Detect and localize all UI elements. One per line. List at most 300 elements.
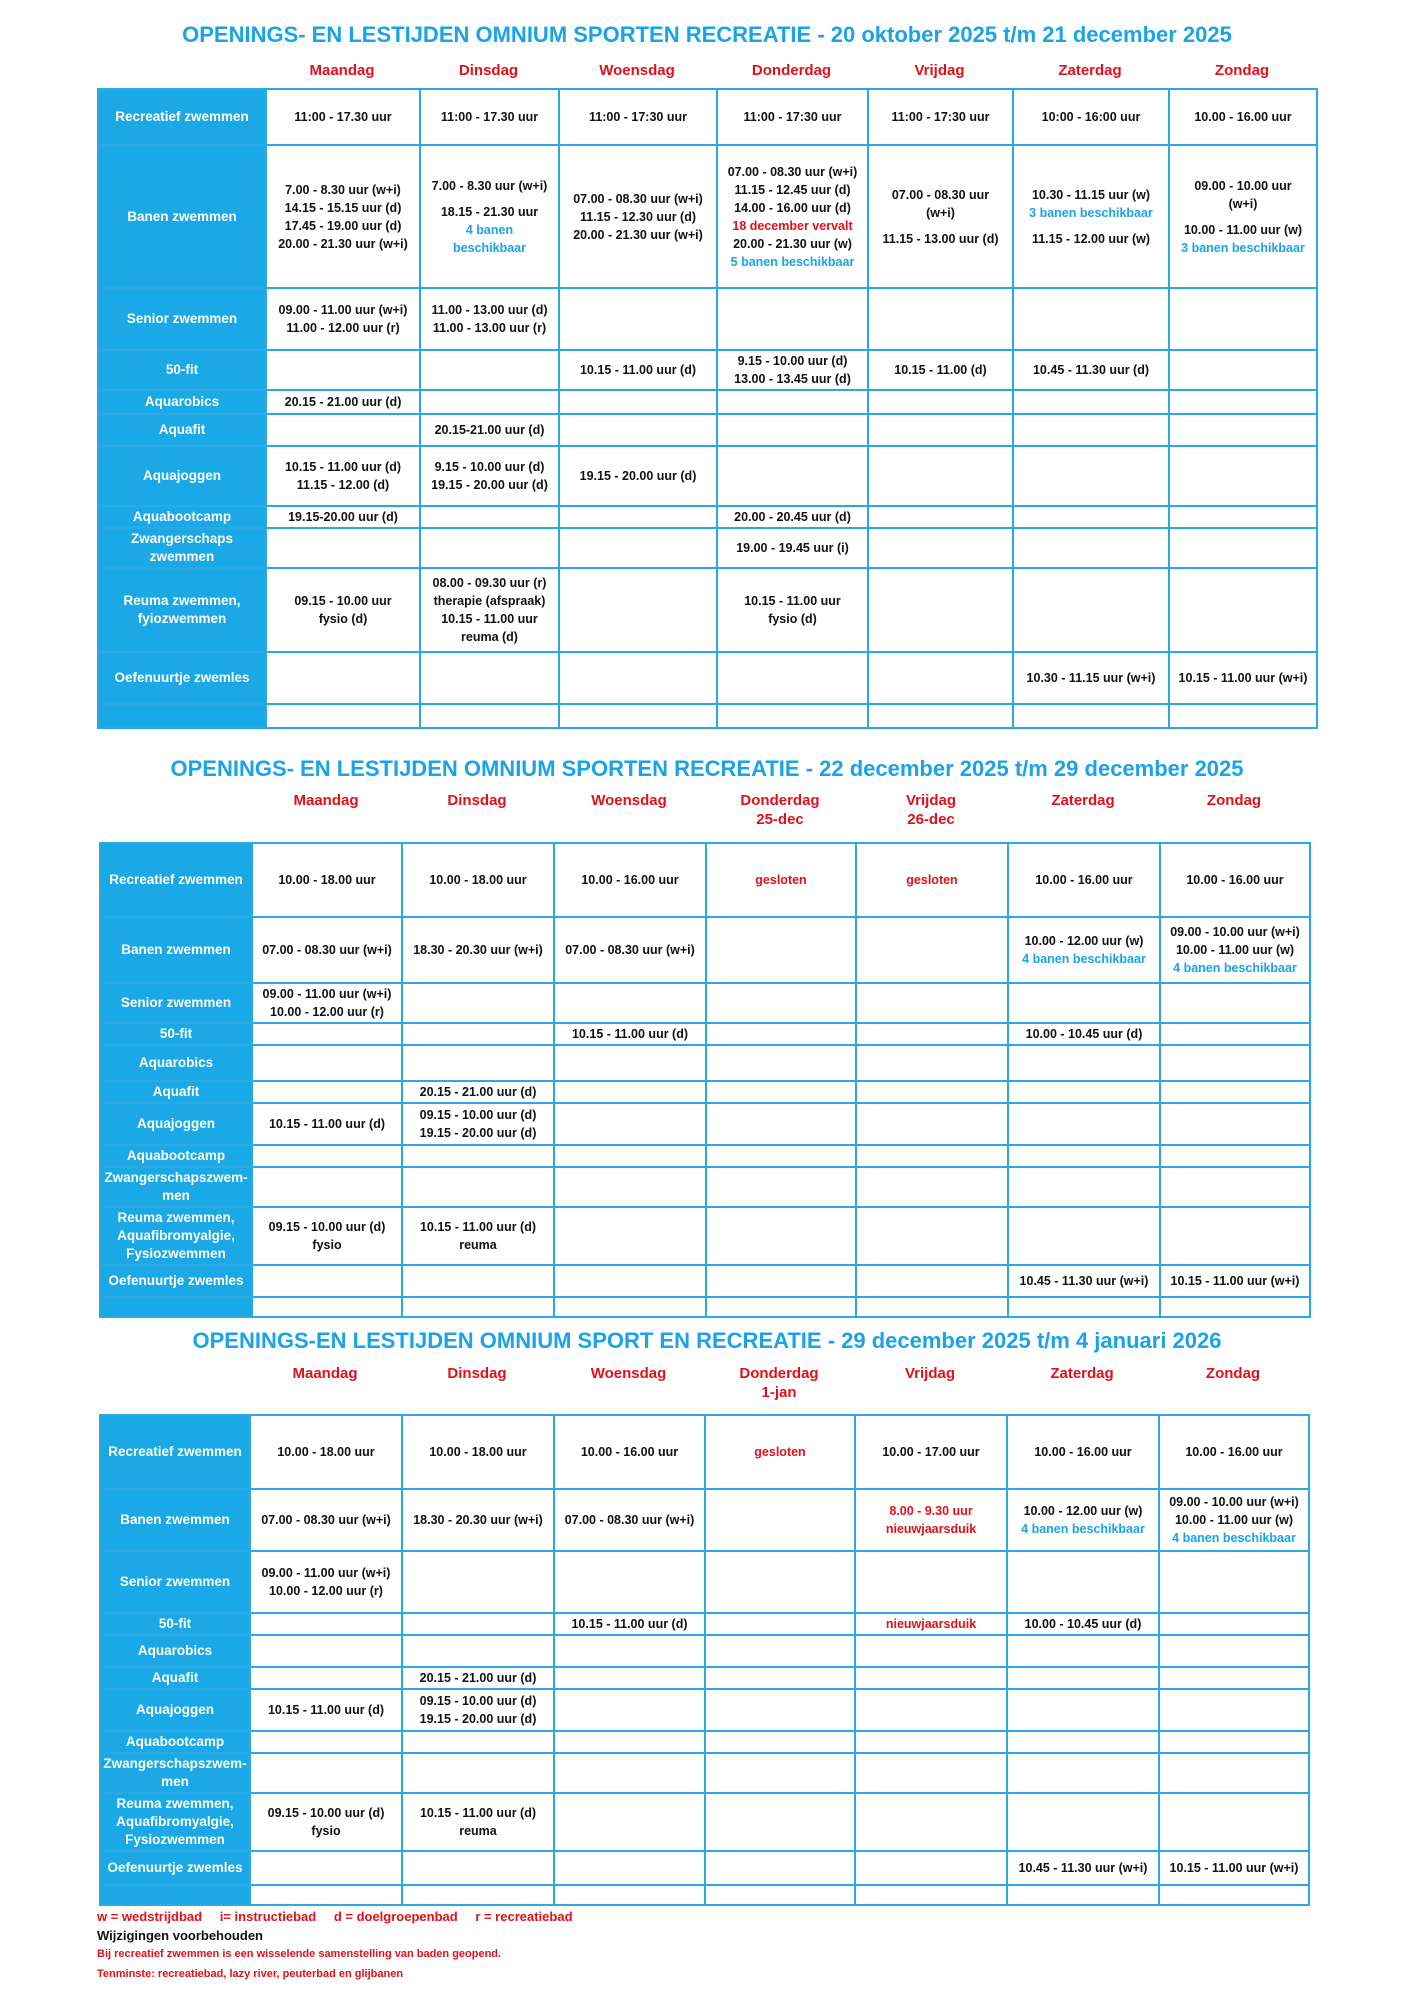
time-slot: 20.15 - 21.00 uur (d)	[419, 1085, 537, 1099]
schedule-cell	[705, 1793, 855, 1851]
time-slot: 09.00 - 11.00 uur (w+i)	[278, 303, 408, 317]
schedule-cell	[252, 1167, 402, 1207]
schedule-cell	[420, 390, 559, 414]
schedule-cell	[402, 1689, 554, 1731]
time-slot: fysio (d)	[768, 612, 817, 626]
schedule-cell	[855, 1667, 1007, 1689]
time-slot: 10:00 - 16:00 uur	[1041, 110, 1141, 124]
schedule-cell	[717, 288, 868, 350]
schedule-cell	[706, 1297, 856, 1317]
schedule-cell	[868, 390, 1013, 414]
schedule-cell	[1013, 528, 1169, 568]
schedule-cell	[855, 1489, 1007, 1551]
schedule-cell	[1159, 1851, 1309, 1885]
time-slot: 3 banen beschikbaar	[1181, 240, 1305, 255]
time-slot: 09.00 - 11.00 uur (w+i)	[262, 987, 392, 1001]
schedule-cell	[855, 1415, 1007, 1489]
schedule-cell	[1013, 568, 1169, 652]
schedule-cell	[559, 288, 717, 350]
section-title: OPENINGS- EN LESTIJDEN OMNIUM SPORTEN RECREATIE - 20 oktober 2025 t/m 21 december 2025	[182, 22, 1232, 47]
table-row	[100, 1415, 1309, 1489]
time-slot: 19.15 - 20.00 uur (d)	[579, 469, 697, 483]
table-row	[100, 1885, 1309, 1905]
schedule-cell	[856, 1265, 1008, 1297]
schedule-cell	[1160, 1103, 1310, 1145]
schedule-cell	[717, 568, 868, 652]
schedule-cell	[402, 1145, 554, 1167]
day-header: Woensdag	[599, 62, 675, 79]
schedule-cell	[717, 145, 868, 288]
schedule-cell	[1160, 1297, 1310, 1317]
schedule-cell	[1159, 1551, 1309, 1613]
time-slot: fysio (d)	[318, 612, 368, 626]
time-slot: 10.15 - 11.00 uur	[744, 594, 841, 608]
schedule-cell	[1013, 414, 1169, 446]
schedule-cell	[1007, 1613, 1159, 1635]
time-slot: 10.00 - 12.00 uur (r)	[269, 1584, 383, 1598]
time-slot: nieuwjaarsduik	[885, 1522, 977, 1536]
time-slot: 3 banen beschikbaar	[1029, 205, 1153, 220]
table-row	[100, 1297, 1310, 1317]
time-slot: 10.30 - 11.15 uur (w+i)	[1026, 671, 1156, 685]
schedule-cell	[1007, 1731, 1159, 1753]
schedule-cell	[717, 528, 868, 568]
time-slot: 07.00 - 08.30 uur (w+i)	[573, 191, 703, 206]
table-row	[100, 1167, 1310, 1207]
schedule-cell	[252, 1023, 402, 1045]
schedule-cell	[1007, 1415, 1159, 1489]
activity-label: Aquabootcamp	[100, 1145, 252, 1167]
schedule-cell	[1169, 145, 1317, 288]
schedule-cell	[717, 704, 868, 728]
schedule-cell	[1159, 1489, 1309, 1551]
schedule-cell	[706, 917, 856, 983]
schedule-cell	[252, 983, 402, 1023]
schedule-cell	[1169, 414, 1317, 446]
schedule-cell	[554, 1415, 705, 1489]
time-slot: 7.00 - 8.30 uur (w+i)	[431, 178, 548, 193]
schedule-cell	[554, 1753, 705, 1793]
schedule-cell	[559, 414, 717, 446]
time-slot	[423, 195, 556, 203]
time-slot: 20.00 - 20.45 uur (d)	[734, 510, 851, 524]
schedule-cell	[1013, 350, 1169, 390]
schedule-cell	[855, 1851, 1007, 1885]
schedule-cell	[1013, 506, 1169, 528]
schedule-cell	[1169, 446, 1317, 506]
schedule-cell	[252, 843, 402, 917]
schedule-cell	[420, 288, 559, 350]
activity-label: Aquajoggen	[100, 1689, 250, 1731]
schedule-cell	[554, 917, 706, 983]
schedule-cell	[1013, 89, 1169, 145]
activity-label: Senior zwemmen	[100, 983, 252, 1023]
schedule-cell	[420, 704, 559, 728]
table-row	[100, 917, 1310, 983]
schedule-cell	[266, 145, 420, 288]
time-slot: 10.00 - 16.00 uur	[1034, 1445, 1132, 1459]
schedule-cell	[1160, 1167, 1310, 1207]
time-slot: 10.45 - 11.30 uur (w+i)	[1018, 1861, 1148, 1875]
schedule-cell	[1159, 1667, 1309, 1689]
table-row	[100, 1689, 1309, 1731]
schedule-cell	[1008, 1265, 1160, 1297]
schedule-cell	[420, 506, 559, 528]
schedule-cell	[706, 843, 856, 917]
activity-label: Aquabootcamp	[100, 1731, 250, 1753]
time-slot: 4 banen beschikbaar	[1021, 1522, 1145, 1536]
schedule-cell	[855, 1551, 1007, 1613]
table-row	[98, 288, 1317, 350]
time-slot: 20.00 - 21.30 uur (w+i)	[278, 236, 408, 251]
schedule-cell	[554, 1045, 706, 1081]
schedule-cell	[1007, 1793, 1159, 1851]
schedule-cell	[402, 1793, 554, 1851]
time-slot: 18 december vervalt	[732, 218, 853, 233]
schedule-cell	[554, 1145, 706, 1167]
schedule-cell	[705, 1489, 855, 1551]
time-slot: gesloten	[906, 873, 958, 887]
schedule-cell	[706, 1145, 856, 1167]
schedule-cell	[250, 1415, 402, 1489]
changes-note: Wijzigingen voorbehouden	[97, 1928, 263, 1943]
schedule-cell	[266, 350, 420, 390]
table-row	[100, 1045, 1310, 1081]
schedule-cell	[554, 1793, 705, 1851]
day-date: 26-dec	[907, 811, 955, 828]
time-slot: 10.00 - 10.45 uur (d)	[1025, 1027, 1143, 1041]
schedule-cell	[559, 506, 717, 528]
activity-label: Oefenuurtje zwemles	[98, 652, 266, 704]
activity-label: Reuma zwemmen, fyiozwemmen	[98, 568, 266, 652]
schedule-cell	[1160, 1023, 1310, 1045]
activity-label: Recreatief zwemmen	[98, 89, 266, 145]
schedule-cell	[554, 1265, 706, 1297]
time-slot: 09.00 - 10.00 uur (w+i)	[1169, 1495, 1299, 1509]
schedule-cell	[420, 414, 559, 446]
time-slot: reuma	[459, 1824, 497, 1838]
time-slot: 10.15 - 11.00 uur (d)	[267, 1703, 385, 1717]
schedule-cell	[705, 1885, 855, 1905]
schedule-cell	[856, 1207, 1008, 1265]
schedule-cell	[402, 1103, 554, 1145]
schedule-cell	[559, 704, 717, 728]
time-slot: fysio	[311, 1824, 341, 1838]
schedule-cell	[402, 983, 554, 1023]
schedule-cell	[402, 1885, 554, 1905]
time-slot: 9.15 - 10.00 uur (d)	[434, 460, 545, 474]
legend-r: r = recreatiebad	[475, 1909, 573, 1924]
schedule-cell	[554, 1851, 705, 1885]
table-row	[100, 1613, 1309, 1635]
schedule-cell	[856, 1297, 1008, 1317]
time-slot: fysio	[312, 1238, 342, 1252]
table-row	[100, 1265, 1310, 1297]
schedule-cell	[705, 1753, 855, 1793]
time-slot: 10.00 - 16.00 uur	[1194, 110, 1292, 124]
schedule-cell	[402, 1551, 554, 1613]
day-header: Woensdag	[591, 792, 667, 809]
schedule-table	[97, 88, 1318, 729]
day-header: Dinsdag	[458, 62, 519, 79]
schedule-cell	[1159, 1793, 1309, 1851]
time-slot: 11.15 - 12.00 (d)	[296, 478, 390, 492]
schedule-cell	[420, 528, 559, 568]
schedule-cell	[1007, 1667, 1159, 1689]
day-header: Zaterdag	[1058, 62, 1122, 79]
schedule-cell	[855, 1885, 1007, 1905]
time-slot: 10.00 - 16.00 uur	[1035, 873, 1133, 887]
table-row	[100, 1489, 1309, 1551]
schedule-cell	[706, 1265, 856, 1297]
schedule-cell	[402, 1265, 554, 1297]
schedule-cell	[856, 983, 1008, 1023]
day-header: Vrijdag	[904, 1365, 956, 1382]
time-slot: 10.15 - 11.00 uur (w+i)	[1169, 1861, 1299, 1875]
activity-label: Aquarobics	[100, 1635, 250, 1667]
time-slot: 11:00 - 17:30 uur	[743, 110, 842, 124]
schedule-cell	[554, 1103, 706, 1145]
time-slot: 10.00 - 18.00 uur	[278, 873, 376, 887]
activity-label: 50-fit	[100, 1023, 252, 1045]
time-slot: 11.00 - 12.00 uur (r)	[286, 321, 400, 335]
activity-label: Aquajoggen	[98, 446, 266, 506]
time-slot: 10.15 - 11.00 uur	[441, 612, 538, 626]
schedule-cell	[1007, 1753, 1159, 1793]
time-slot: 09.15 - 10.00 uur	[294, 594, 392, 608]
schedule-cell	[266, 652, 420, 704]
schedule-cell	[1008, 1167, 1160, 1207]
table-row	[100, 1207, 1310, 1265]
time-slot: 09.15 - 10.00 uur (d)	[268, 1220, 386, 1234]
schedule-cell	[1013, 704, 1169, 728]
schedule-cell	[717, 652, 868, 704]
time-slot: 07.00 - 08.30 uur (w+i)	[727, 164, 858, 179]
time-slot: 11.15 - 13.00 uur (d)	[882, 231, 999, 246]
time-slot: 10.45 - 11.30 uur (w+i)	[1019, 1274, 1149, 1288]
schedule-cell	[856, 1103, 1008, 1145]
day-header: Woensdag	[590, 1365, 667, 1382]
activity-label: Aquajoggen	[100, 1103, 252, 1145]
schedule-cell	[252, 1103, 402, 1145]
schedule-cell	[402, 1753, 554, 1793]
time-slot: 10.00 - 18.00 uur	[429, 873, 527, 887]
schedule-cell	[402, 1613, 554, 1635]
table-row	[100, 1145, 1310, 1167]
table-row	[98, 652, 1317, 704]
schedule-cell	[266, 446, 420, 506]
schedule-cell	[252, 917, 402, 983]
schedule-cell	[1008, 1207, 1160, 1265]
schedule-cell	[402, 1045, 554, 1081]
time-slot: (w+i)	[926, 205, 955, 220]
time-slot: 4 banen beschikbaar	[1173, 961, 1297, 975]
schedule-cell	[1008, 983, 1160, 1023]
schedule-cell	[1013, 288, 1169, 350]
day-header: Maandag	[292, 1365, 358, 1382]
table-row	[98, 414, 1317, 446]
schedule-cell	[1007, 1489, 1159, 1551]
activity-label: Senior zwemmen	[100, 1551, 250, 1613]
schedule-cell	[559, 390, 717, 414]
recreation-note: Bij recreatief zwemmen is een wisselende samenstelling van baden geopend.	[97, 1948, 502, 1960]
schedule-cell	[420, 145, 559, 288]
time-slot: 10.00 - 11.00 uur (w)	[1183, 222, 1303, 237]
schedule-cell	[1008, 1023, 1160, 1045]
time-slot: 08.00 - 09.30 uur (r)	[432, 576, 547, 590]
schedule-cell	[1008, 1297, 1160, 1317]
schedule-cell	[856, 917, 1008, 983]
time-slot: 14.00 - 16.00 uur (d)	[734, 200, 851, 215]
schedule-cell	[554, 843, 706, 917]
time-slot	[1172, 213, 1314, 221]
schedule-cell	[402, 1167, 554, 1207]
activity-label: Aquafit	[100, 1667, 250, 1689]
schedule-cell	[1169, 506, 1317, 528]
schedule-cell	[554, 1081, 706, 1103]
table-row	[100, 1753, 1309, 1793]
schedule-cell	[1160, 843, 1310, 917]
schedule-cell	[868, 89, 1013, 145]
schedule-cell	[1159, 1731, 1309, 1753]
time-slot: 09.15 - 10.00 uur (d)	[419, 1694, 537, 1708]
time-slot: 07.00 - 08.30 uur	[891, 187, 990, 202]
time-slot	[871, 222, 1010, 230]
schedule-cell	[1013, 652, 1169, 704]
schedule-cell	[1169, 350, 1317, 390]
time-slot: 19.15 - 20.00 uur (d)	[431, 478, 548, 492]
schedule-cell	[1169, 568, 1317, 652]
activity-label: Zwangerschaps zwemmen	[98, 528, 266, 568]
schedule-cell	[559, 145, 717, 288]
activity-label: 50-fit	[100, 1613, 250, 1635]
schedule-cell	[402, 1667, 554, 1689]
schedule-cell	[706, 1023, 856, 1045]
schedule-cell	[717, 414, 868, 446]
schedule-cell	[717, 350, 868, 390]
time-slot: 10.15 - 11.00 uur (d)	[419, 1806, 537, 1820]
schedule-cell	[250, 1667, 402, 1689]
table-row	[100, 1081, 1310, 1103]
schedule-cell	[266, 89, 420, 145]
activity-label: Aquarobics	[100, 1045, 252, 1081]
activity-label: Zwangerschapszwem-men	[100, 1167, 252, 1207]
minimum-note: Tenminste: recreatiebad, lazy river, peuterbad en glijbanen	[97, 1968, 404, 1980]
time-slot: 18.15 - 21.30 uur	[440, 204, 539, 219]
time-slot: 09.00 - 11.00 uur (w+i)	[261, 1566, 391, 1580]
schedule-cell	[1007, 1851, 1159, 1885]
schedule-cell	[856, 843, 1008, 917]
schedule-cell	[402, 1297, 554, 1317]
schedule-cell	[705, 1731, 855, 1753]
schedule-cell	[855, 1753, 1007, 1793]
time-slot: 4 banen beschikbaar	[1022, 952, 1146, 966]
activity-label: Reuma zwemmen, Aquafibromyalgie, Fysiozwemmen	[100, 1207, 252, 1265]
schedule-cell	[1013, 446, 1169, 506]
schedule-cell	[868, 506, 1013, 528]
time-slot: 10.45 - 11.30 uur (d)	[1032, 363, 1150, 377]
table-row	[100, 1667, 1309, 1689]
time-slot: 11.00 - 13.00 uur (r)	[432, 321, 547, 335]
activity-label: Banen zwemmen	[100, 1489, 250, 1551]
schedule-cell	[1160, 1081, 1310, 1103]
schedule-cell	[1160, 1045, 1310, 1081]
schedule-cell	[402, 1731, 554, 1753]
legend	[97, 1909, 587, 1924]
time-slot: 5 banen beschikbaar	[730, 254, 855, 269]
day-header: Zondag	[1205, 1365, 1261, 1382]
schedule-cell	[554, 1297, 706, 1317]
day-header: Zondag	[1206, 792, 1262, 809]
table-row	[98, 145, 1317, 288]
schedule-cell	[868, 528, 1013, 568]
time-slot: 4 banen	[465, 222, 514, 237]
schedule-cell	[717, 446, 868, 506]
table-row	[100, 843, 1310, 917]
time-slot: (w+i)	[1228, 196, 1258, 211]
section-title: OPENINGS-EN LESTIJDEN OMNIUM SPORT EN RECREATIE - 29 december 2025 t/m 4 januari 2026	[192, 1328, 1222, 1353]
day-header: Zaterdag	[1050, 1365, 1114, 1382]
activity-label: Aquabootcamp	[98, 506, 266, 528]
schedule-cell	[856, 1081, 1008, 1103]
activity-label: 50-fit	[98, 350, 266, 390]
time-slot: 09.15 - 10.00 uur (d)	[267, 1806, 385, 1820]
schedule-cell	[1159, 1613, 1309, 1635]
time-slot: 4 banen beschikbaar	[1172, 1531, 1296, 1545]
schedule-cell	[250, 1851, 402, 1885]
table-row	[100, 1731, 1309, 1753]
activity-label: Zwangerschapszwem-men	[100, 1753, 250, 1793]
schedule-cell	[868, 446, 1013, 506]
time-slot: 20.15 - 21.00 uur (d)	[284, 395, 402, 409]
schedule-cell	[855, 1793, 1007, 1851]
time-slot: 19.15 - 20.00 uur (d)	[419, 1126, 537, 1140]
legend-i: i= instructiebad	[219, 1909, 317, 1924]
table-row	[98, 350, 1317, 390]
schedule-cell	[1159, 1635, 1309, 1667]
legend-d: d = doelgroepenbad	[333, 1909, 458, 1924]
time-slot: 07.00 - 08.30 uur (w+i)	[565, 943, 695, 957]
schedule-cell	[554, 1489, 705, 1551]
table-row	[98, 704, 1317, 728]
time-slot: 20.15 - 21.00 uur (d)	[419, 1671, 537, 1685]
time-slot: 13.00 - 13.45 uur (d)	[734, 372, 851, 386]
schedule-cell	[250, 1885, 402, 1905]
time-slot: 11:00 - 17.30 uur	[294, 110, 392, 124]
schedule-cell	[856, 1023, 1008, 1045]
schedule-cell	[559, 89, 717, 145]
schedule-cell	[559, 652, 717, 704]
day-header: Maandag	[309, 62, 375, 79]
schedule-cell	[554, 1731, 705, 1753]
time-slot: 11:00 - 17:30 uur	[891, 110, 990, 124]
schedule-cell	[1159, 1885, 1309, 1905]
time-slot: 09.00 - 10.00 uur (w+i)	[1170, 925, 1300, 939]
schedule-cell	[1013, 390, 1169, 414]
schedule-cell	[1169, 704, 1317, 728]
legend-w: w = wedstrijdbad	[97, 1909, 203, 1924]
schedule-cell	[554, 1551, 705, 1613]
schedule-cell	[559, 350, 717, 390]
schedule-cell	[250, 1551, 402, 1613]
time-slot: 20.00 - 21.30 uur (w+i)	[573, 227, 703, 242]
schedule-cell	[1160, 1145, 1310, 1167]
time-slot: 11:00 - 17.30 uur	[440, 110, 539, 124]
schedule-cell	[402, 917, 554, 983]
time-slot: 10.15 - 11.00 uur (d)	[268, 1117, 386, 1131]
schedule-cell	[554, 1207, 706, 1265]
schedule-cell	[1008, 1081, 1160, 1103]
